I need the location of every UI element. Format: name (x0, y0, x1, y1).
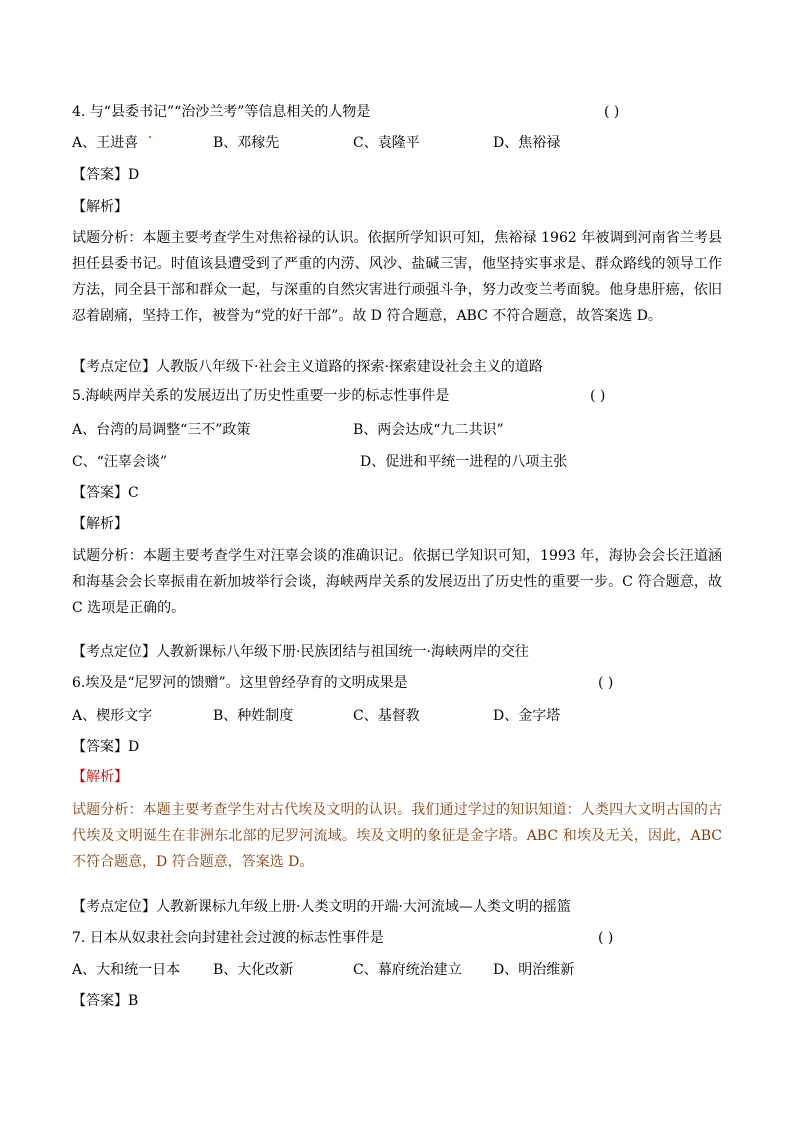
q5-option-d: D、促进和平统一进程的八项主张 (360, 454, 568, 470)
q7-paren: ( ) (598, 930, 614, 946)
q4-analysis: 试题分析：本题主要考查学生对焦裕禄的认识。依据所学知识可知，焦裕禄 1962 年被调到河南省兰考县担任县委书记。时值该县遭受到了严重的内涝、风沙、盐碱三害，他坚持实事求是、群众路线的领导工作方法，同全县干部和群众一起，与深重的自然灾害进行顽强斗争，努力改变兰考面貌。他身患肝癌，依旧忍着剧痛，坚持工作，被誉为“党的好干部”。故 D 符合题意，ABC 不符合题意，故答案选 D。 (72, 230, 722, 324)
q7-answer: 【答案】B (72, 993, 139, 1009)
q5-analysis-label: 【解析】 (72, 516, 128, 532)
q6-option-a: A、楔形文字 (72, 708, 153, 724)
q5-option-a: A、台湾的局调整“三不”政策 (72, 422, 251, 438)
q4-analysis-label: 【解析】 (72, 199, 128, 215)
q6-option-c: C、基督教 (353, 708, 420, 724)
q6-stem: 6.埃及是“尼罗河的馈赠”。这里曾经孕育的文明成果是 (72, 675, 408, 691)
q5-answer: 【答案】C (72, 485, 139, 501)
q5-paren: ( ) (590, 388, 606, 404)
q6-paren: ( ) (598, 675, 614, 691)
q4-stem: 4. 与“县委书记”“治沙兰考”等信息相关的人物是 (72, 104, 371, 120)
q6-analysis: 试题分析：本题主要考查学生对古代埃及文明的认识。我们通过学过的知识知道：人类四大文明古国的古代埃及文明诞生在非洲东北部的尼罗河流域。埃及文明的象征是金字塔。ABC 和埃及无关，因此，ABC 不符合题意，D 符合题意，答案选 D。 (72, 802, 722, 870)
q7-option-a: A、大和统一日本 (72, 962, 181, 978)
q6-option-d: D、金字塔 (493, 708, 561, 724)
q4-option-c: C、袁隆平 (353, 135, 420, 151)
q5-stem: 5.海峡两岸关系的发展迈出了历史性重要一步的标志性事件是 (72, 388, 450, 404)
q4-option-a: A、王进喜 (72, 135, 139, 151)
q6-analysis-label: 【解析】 (72, 769, 128, 785)
q5-kaodian: 【考点定位】人教新课标八年级下册·民族团结与祖国统一·海峡两岸的交往 (72, 644, 529, 660)
q5-option-b: B、两会达成“九二共识” (353, 422, 504, 438)
q7-option-d: D、明治维新 (493, 962, 575, 978)
q7-option-c: C、幕府统治建立 (353, 962, 462, 978)
q5-analysis: 试题分析：本题主要考查学生对汪辜会谈的准确识记。依据已学知识可知，1993 年，海协会会长汪道涵和海基会会长辜振甫在新加坡举行会谈，海峡两岸关系的发展迈出了历史性的重要一步。C 符合题意，故 C 选项是正确的。 (72, 548, 722, 616)
q4-paren: ( ) (604, 104, 620, 120)
q5-option-c: C、“汪辜会谈” (72, 454, 168, 470)
q6-kaodian: 【考点定位】人教新课标九年级上册·人类文明的开端·大河流域—人类文明的摇篮 (72, 899, 571, 915)
q4-kaodian: 【考点定位】人教版八年级下·社会主义道路的探索·探索建设社会主义的道路 (72, 359, 543, 375)
q6-answer: 【答案】D (72, 739, 140, 755)
q7-option-b: B、大化改新 (213, 962, 294, 978)
q4-option-d: D、焦裕禄 (493, 135, 561, 151)
q4-answer: 【答案】D (72, 167, 140, 183)
q4-option-b: B、邓稼先 (213, 135, 280, 151)
q6-option-b: B、种姓制度 (213, 708, 294, 724)
q7-stem: 7. 日本从奴隶社会向封建社会过渡的标志性事件是 (72, 930, 384, 946)
stray-dot (149, 136, 151, 138)
